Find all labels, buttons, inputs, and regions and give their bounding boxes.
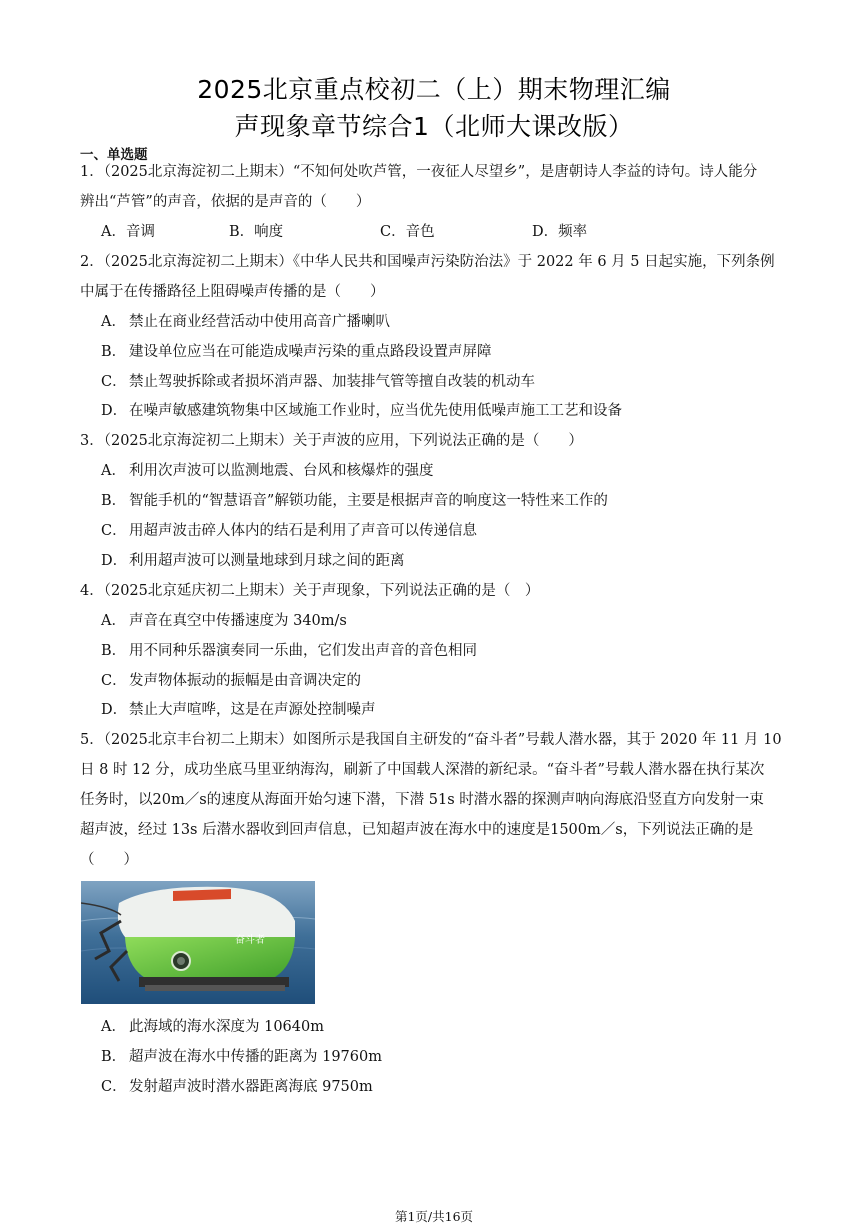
q2-stem-line2: 中属于在传播路径上阻碍噪声传播的是（ ） <box>80 284 385 300</box>
option-letter: B． <box>101 643 127 659</box>
option-letter: B． <box>101 1049 127 1065</box>
q5-option-b <box>101 1048 382 1066</box>
q2-stem-line1: 2．（2025北京海淀初二上期末）《中华人民共和国噪声污染防治法》于 2022 年 6 月 5 日起实施，下列条例 <box>80 254 775 270</box>
option-text: 发声物体振动的振幅是由音调决定的 <box>129 673 361 689</box>
q3-option-d <box>101 552 405 570</box>
option-letter: A． <box>101 314 126 330</box>
q3-stem: 3．（2025北京海淀初二上期末）关于声波的应用，下列说法正确的是（ ） <box>80 433 583 449</box>
q1-option-a: A．音调 <box>101 224 155 240</box>
option-letter: D． <box>101 553 128 569</box>
option-text: 智能手机的“智慧语音”解锁功能，主要是根据声音的响度这一特性来工作的 <box>129 493 608 509</box>
q1-option-c: C．音色 <box>380 224 435 240</box>
q1-option-b: B．响度 <box>229 224 284 240</box>
q4-option-d <box>101 701 376 719</box>
option-text: 用不同种乐器演奏同一乐曲，它们发出声音的音色相同 <box>129 643 477 659</box>
q1-stem-line2: 辨出“芦管”的声音，依据的是声音的（ ） <box>80 194 371 210</box>
option-text: 建设单位应当在可能造成噪声污染的重点路段设置声屏障 <box>129 344 492 360</box>
q5-option-a <box>101 1018 324 1036</box>
option-text: 超声波在海水中传播的距离为 19760m <box>129 1049 382 1065</box>
option-letter: B． <box>101 344 127 360</box>
q1-option-d: D．频率 <box>532 224 588 240</box>
option-letter: C． <box>101 1079 127 1095</box>
submersible-photo <box>81 881 315 1004</box>
option-text: 在噪声敏感建筑物集中区域施工作业时，应当优先使用低噪声施工工艺和设备 <box>129 403 622 419</box>
option-text: 利用超声波可以测量地球到月球之间的距离 <box>129 553 405 569</box>
q5-option-c <box>101 1078 373 1096</box>
option-text: 用超声波击碎人体内的结石是利用了声音可以传递信息 <box>129 523 477 539</box>
option-text: 禁止在商业经营活动中使用高音广播喇叭 <box>129 314 390 330</box>
option-letter: C． <box>101 523 127 539</box>
page-subtitle: 声现象章节综合1（北师大课改版） <box>234 112 634 141</box>
option-letter: A． <box>101 613 126 629</box>
option-text: 禁止大声喧哗，这是在声源处控制噪声 <box>129 702 376 718</box>
page-footer: 第1页/共16页 <box>394 1209 474 1224</box>
q2-option-b <box>101 343 492 361</box>
q3-option-b <box>101 492 608 510</box>
q2-option-a <box>101 313 390 331</box>
option-text: 利用次声波可以监测地震、台风和核爆炸的强度 <box>129 463 434 479</box>
q2-option-d <box>101 402 622 420</box>
q2-option-c <box>101 373 535 391</box>
q5-stem-line5: （ ） <box>80 852 138 868</box>
q5-stem-line4: 超声波，经过 13s 后潜水器收到回声信息，已知超声波在海水中的速度是1500m／s，下列说法正确的是 <box>80 822 754 838</box>
option-letter: C． <box>101 673 127 689</box>
option-text: 禁止驾驶拆除或者损坏消声器、加装排气管等擅自改装的机动车 <box>129 374 535 390</box>
option-letter: C． <box>101 374 127 390</box>
option-text: 发射超声波时潜水器距离海底 9750m <box>129 1079 373 1095</box>
q3-option-c <box>101 522 477 540</box>
q5-stem-line2: 日 8 时 12 分，成功坐底马里亚纳海沟，刷新了中国载人深潜的新纪录。“奋斗者”号载人潜水器在执行某次 <box>80 762 765 778</box>
q4-option-a <box>101 612 347 630</box>
q1-stem-line1: 1．（2025北京海淀初二上期末）“不知何处吹芦管，一夜征人尽望乡”，是唐朝诗人李益的诗句。诗人能分 <box>80 164 758 180</box>
submersible-label: 奋斗者 <box>235 935 265 946</box>
option-letter: D． <box>101 403 128 419</box>
option-text: 声音在真空中传播速度为 340m/s <box>129 613 347 629</box>
q4-option-c <box>101 672 361 690</box>
section-heading: 一、单选题 <box>80 147 148 163</box>
q4-option-b <box>101 642 477 660</box>
option-letter: B． <box>101 493 127 509</box>
option-text: 此海域的海水深度为 10640m <box>129 1019 324 1035</box>
q5-stem-line3: 任务时，以20m／s的速度从海面开始匀速下潜，下潜 51s 时潜水器的探测声呐向海底沿竖直方向发射一束 <box>80 792 764 808</box>
q4-stem: 4．（2025北京延庆初二上期末）关于声现象，下列说法正确的是（ ） <box>80 583 540 599</box>
page-title: 2025北京重点校初二（上）期末物理汇编 <box>197 75 671 104</box>
q5-stem-line1: 5．（2025北京丰台初二上期末）如图所示是我国自主研发的“奋斗者”号载人潜水器，其于 2020 年 11 月 10 <box>80 732 782 748</box>
option-letter: D． <box>101 702 128 718</box>
option-letter: A． <box>101 1019 126 1035</box>
q3-option-a <box>101 462 434 480</box>
option-letter: A． <box>101 463 126 479</box>
